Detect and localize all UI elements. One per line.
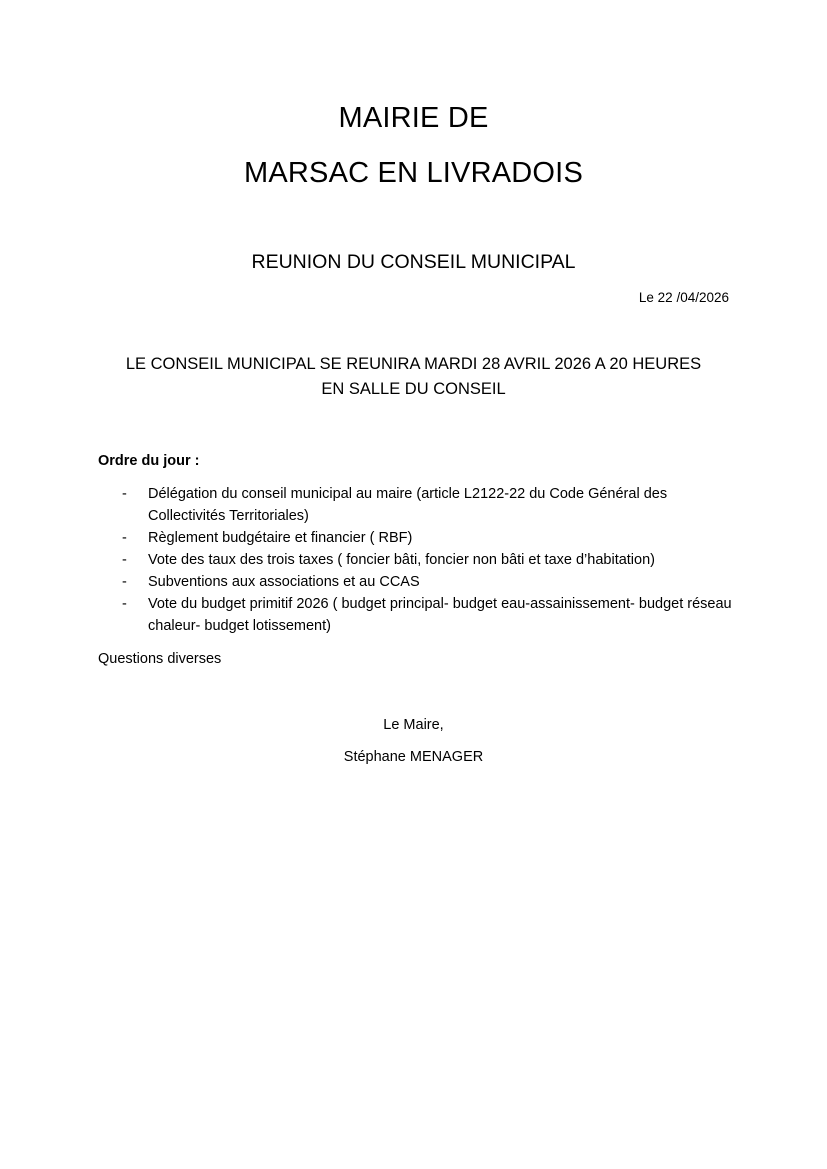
title-line-1: MAIRIE DE [338,102,489,134]
agenda-heading: Ordre du jour : [98,453,200,469]
agenda-list [98,483,738,637]
announcement-line-2: EN SALLE DU CONSEIL [321,380,506,398]
meeting-announcement [60,352,767,402]
questions-diverses: Questions diverses [98,651,222,667]
bullet-dash: - [122,552,127,568]
agenda-item-text: Règlement budgétaire et financier ( RBF) [148,530,413,546]
agenda-item-text: Subventions aux associations et au CCAS [148,574,420,590]
announcement-line-1: LE CONSEIL MUNICIPAL SE REUNIRA MARDI 28 AVRIL 2026 A 20 HEURES [125,355,702,373]
agenda-item [98,483,738,527]
agenda-item-text: Vote des taux des trois taxes ( foncier bâti, foncier non bâti et taxe d’habitation) [148,552,655,568]
title-line-2: MARSAC EN LIVRADOIS [244,157,583,189]
bullet-dash: - [122,596,127,612]
agenda-item-text: Délégation du conseil municipal au maire (article L2122-22 du Code Général des Collectivités Territoriales) [148,486,668,524]
document-subtitle: REUNION DU CONSEIL MUNICIPAL [251,251,576,273]
agenda-item [98,571,738,593]
agenda-item [98,593,738,637]
bullet-dash: - [122,530,127,546]
signature-name: Stéphane MENAGER [343,749,484,765]
agenda-item [98,549,738,571]
signature-title: Le Maire, [383,717,444,733]
document-date: Le 22 /04/2026 [638,290,729,305]
agenda-item [98,527,738,549]
bullet-dash: - [122,486,127,502]
agenda-item-text: Vote du budget primitif 2026 ( budget principal- budget eau-assainissement- budget réseau chaleur- budget lotissement) [148,596,732,634]
bullet-dash: - [122,574,127,590]
